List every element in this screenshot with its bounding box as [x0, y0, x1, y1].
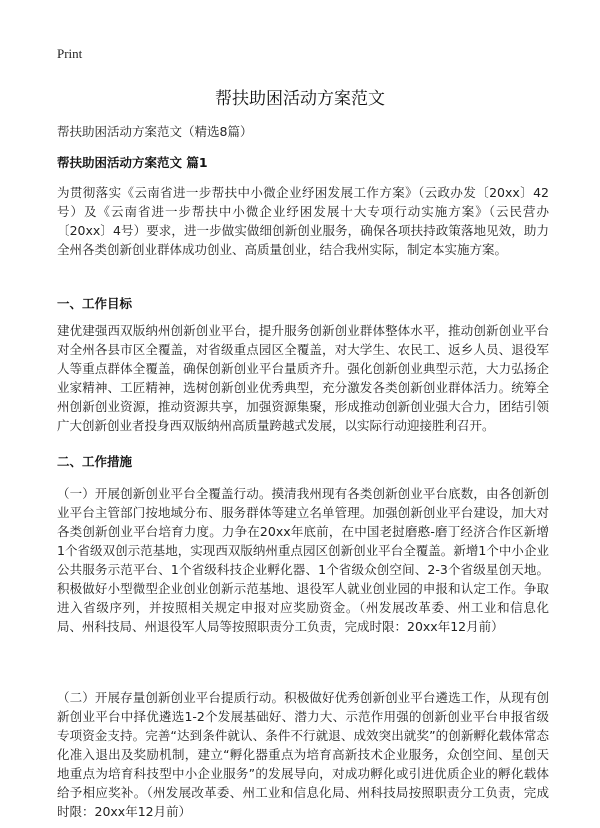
section-heading-measures: 二、工作措施	[57, 454, 133, 469]
print-label[interactable]: Print	[57, 46, 83, 61]
goals-paragraph: 建优建强西双版纳州创新创业平台，提升服务创新创业群体整体水平，推动创新创业平台对全州各县市区全覆盖，对省级重点园区全覆盖，对大学生、农民工、返乡人员、退役军人等重点群体全覆盖，确保创新创业平台量质齐升。强化创新创业典型示范，大力弘扬企业家精神、工匠精神，选树创新创业优秀典型，充分激发各类创新创业群体活力。统筹全州创新创业资源，推动资源共享，加强资源集聚，形成推动创新创业强大合力，团结引领广大创新创业者投身西双版纳州高质量跨越式发展，以实际行动迎接胜利召开。	[57, 323, 549, 433]
measure-paragraph-2: （二）开展存量创新创业平台提质行动。积极做好优秀创新创业平台遴选工作，从现有创新创业平台中择优遴选1-2个发展基础好、潜力大、示范作用强的创新创业平台申报省级专项资金支持。完善“达到条件就认、条件不行就退、成效突出就奖”的创新孵化载体常态化准入退出及奖励机制，建立“孵化器重点为培育高新技术企业服务，众创空间、星创天地重点为培育科技型中小企业服务”的发展导向，对成功孵化或引进优质企业的孵化载体给予相应奖补。（州发展改革委、州工业和信息化局、州科技局按照职责分工负责，完成时限：20xx年12月前）	[57, 690, 549, 819]
document-title: 帮扶助困活动方案范文	[215, 89, 385, 109]
document-subtitle: 帮扶助困活动方案范文（精选8篇）	[57, 124, 253, 139]
measure-paragraph-1: （一）开展创新创业平台全覆盖行动。摸清我州现有各类创新创业平台底数，由各创新创业平台主管部门按地域分布、服务群体等建立名单管理。加强创新创业平台建设，加大对各类创新创业平台培育力度。力争在20xx年底前，在中国老挝磨憨-磨丁经济合作区新增1个省级双创示范基地，实现西双版纳州重点园区创新创业平台全覆盖。新增1个中小企业公共服务示范平台、1个省级科技企业孵化器、1个省级众创空间、2-3个省级星创天地。积极做好小型微型企业创业创新示范基地、退役军人就业创业园的申报和认定工作。争取进入省级序列，并按照相关规定申报对应奖励资金。（州发展改革委、州工业和信息化局、州科技局、州退役军人局等按照职责分工负责，完成时限：20xx年12月前）	[57, 486, 549, 634]
section-heading-goals: 一、工作目标	[57, 296, 133, 311]
intro-paragraph: 为贯彻落实《云南省进一步帮扶中小微企业纾困发展工作方案》（云政办发〔20xx〕42号）及《云南省进一步帮扶中小微企业纾困发展十大专项行动实施方案》（云民营办〔20xx〕4号）要求，进一步做实做细创新创业服务，确保各项扶持政策落地见效，助力全州各类创新创业群体成功创业、高质量创业，结合我州实际，制定本实施方案。	[57, 185, 549, 257]
chapter-heading: 帮扶助困活动方案范文 篇1	[57, 155, 208, 170]
